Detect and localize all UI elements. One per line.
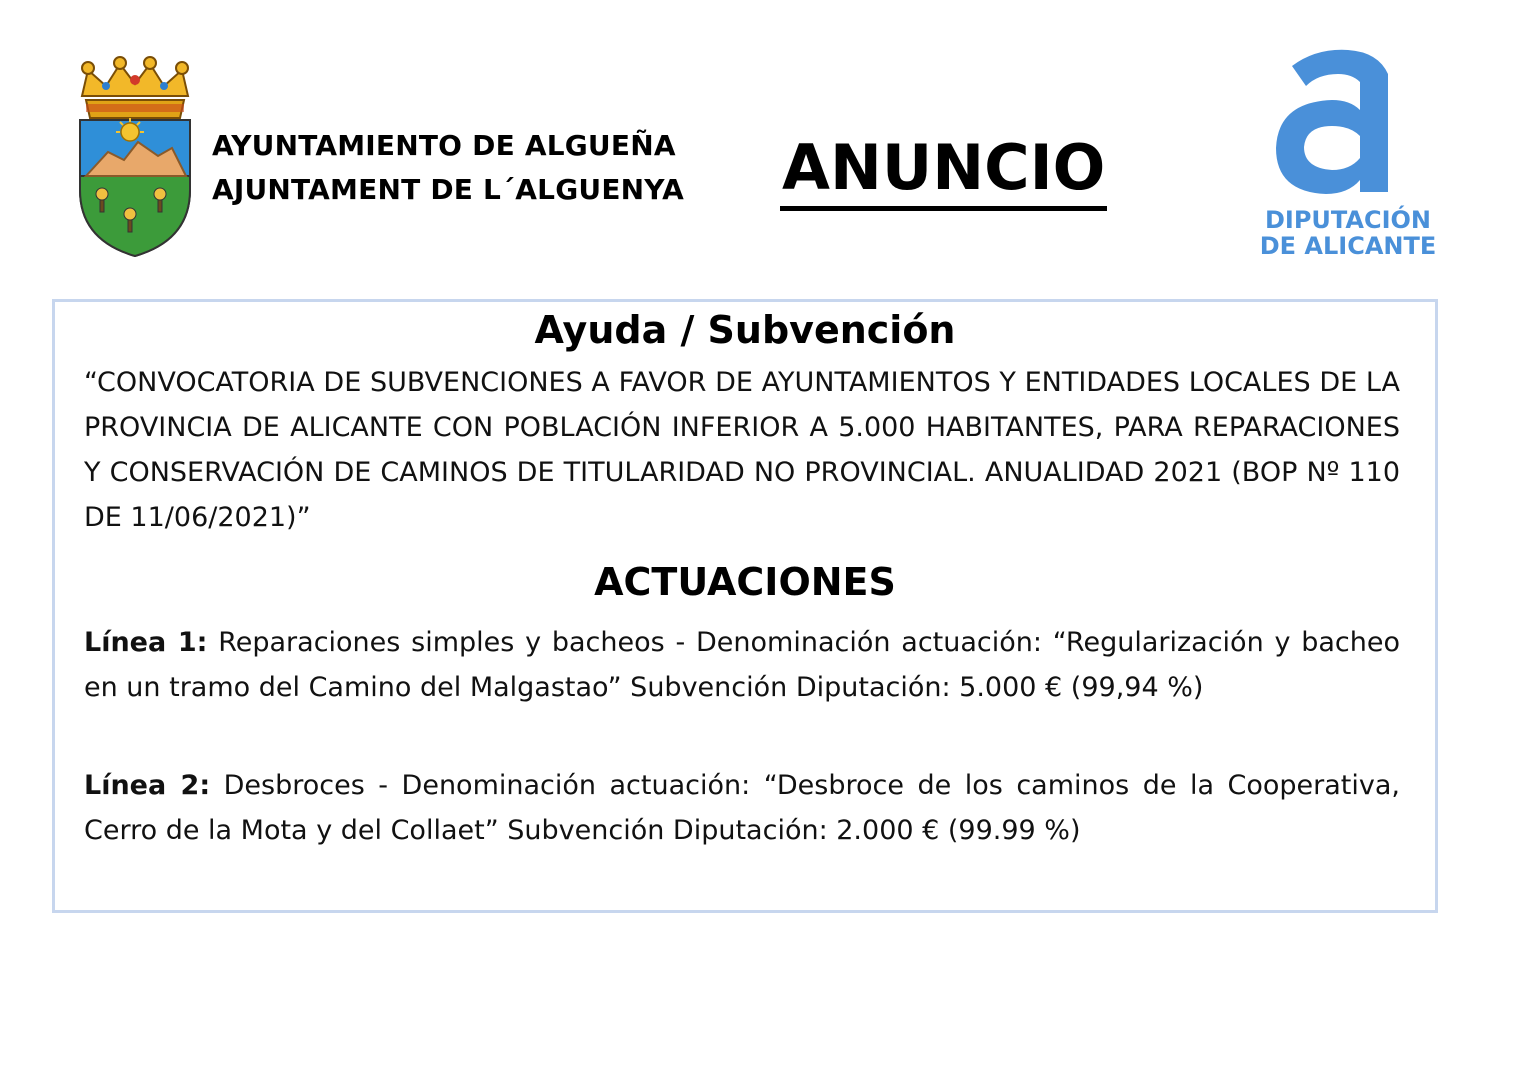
linea-text: Reparaciones simples y bacheos - Denominación actuación: “Regularización y bacheo en un tramo del Camino del Malgastao” Subvención Diputación: 5.000 € (99,94 %) — [84, 627, 1400, 703]
logo-letter: a — [1268, 45, 1269, 46]
town-names — [212, 124, 684, 212]
town-name-es: AYUNTAMIENTO DE ALGUEÑA — [212, 129, 676, 162]
notice-box — [52, 299, 1438, 913]
notice-title: Ayuda / Subvención — [534, 308, 956, 352]
logo-line-2: DE ALICANTE — [1259, 232, 1437, 260]
logo-line-1: DIPUTACIÓN — [1264, 206, 1432, 234]
actuaciones-title: ACTUACIONES — [594, 560, 896, 604]
crown-icon — [82, 57, 188, 118]
logo-letter-a-icon — [1268, 44, 1388, 194]
municipal-coat-of-arms-icon — [68, 56, 202, 260]
notice-heading: ANUNCIO — [780, 130, 1107, 211]
town-name-val: AJUNTAMENT DE L´ALGUENYA — [212, 173, 684, 206]
linea-item — [84, 620, 1400, 710]
diputacion-alicante-logo — [1256, 44, 1440, 260]
convocatoria-text: “CONVOCATORIA DE SUBVENCIONES A FAVOR DE AYUNTAMIENTOS Y ENTIDADES LOCALES DE LA PROVINCIA DE ALICANTE CON POBLACIÓN INFERIOR A 5.000 HABITANTES, PARA REPARACIONES Y CONSERVACIÓN DE CAMINOS DE TITULARIDAD NO PROVINCIAL. ANUALIDAD 2021 (BOP Nº 110 DE 11/06/2021)” — [84, 367, 1400, 533]
linea-label: Línea 1: — [84, 627, 208, 658]
linea-text: Desbroces - Denominación actuación: “Desbroce de los caminos de la Cooperativa, Cerro de la Mota y del Collaet” Subvención Diputación: 2.000 € (99.99 %) — [84, 770, 1400, 846]
linea-label: Línea 2: — [84, 770, 211, 801]
linea-item — [84, 763, 1400, 853]
